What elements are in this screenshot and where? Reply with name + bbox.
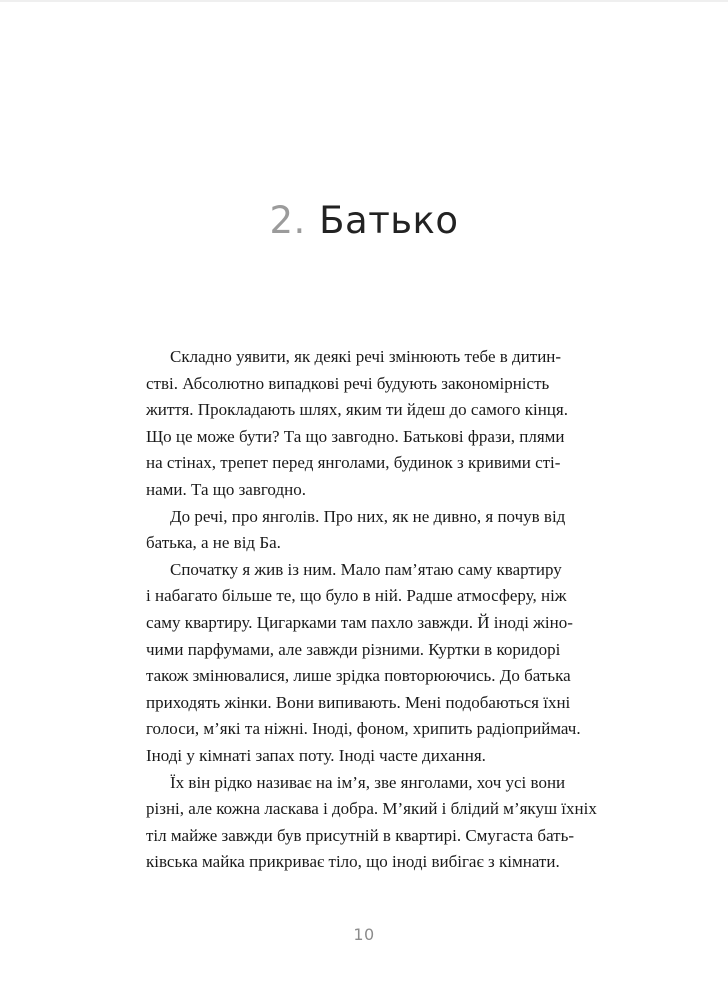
chapter-body [146, 344, 610, 876]
paragraph: Спочатку я жив із ним. Мало пам’ятаю саму квартиру і набагато більше те, що було в ній. Радше атмосферу, ніж саму квартиру. Цигарками там пахло завжди. Й іноді жіно- чими парфумами, але завжди різними. Куртки в коридорі також змінювалися, лише зрідка повторюючись. До батька приходять жінки. Вони випивають. Мені подобаються їхні голоси, м’які та ніжні. Іноді, фоном, хрипить радіоприймач. Іноді у кімнаті запах поту. Іноді часте дихання. [146, 559, 581, 765]
chapter-number: 2. [269, 199, 306, 242]
paragraph: Складно уявити, як деякі речі змінюють тебе в дитин- стві. Абсолютно випадкові речі будують закономірність життя. Прокладають шлях, яким ти йдеш до самого кінця. Що це може бути? Та що завгодно. Батькові фрази, плями на стінах, трепет перед янголами, будинок з кривими сті- нами. Та що завгодно. [146, 347, 568, 499]
chapter-heading [0, 196, 728, 246]
page-top-edge [0, 0, 728, 2]
chapter-title: Батько [319, 199, 459, 242]
paragraph: До речі, про янголів. Про них, як не дивно, я почув від батька, а не від Ба. [146, 506, 566, 553]
paragraph: Їх він рідко називає на ім’я, зве янголами, хоч усі вони різні, але кожна ласкава і добра. М’який і блідий м’якуш їхніх тіл майже завжди був присутній в квартирі. Смугаста бать- ківська майка прикриває тіло, що іноді вибігає з кімнати. [146, 772, 597, 872]
page-number: 10 [353, 925, 375, 944]
